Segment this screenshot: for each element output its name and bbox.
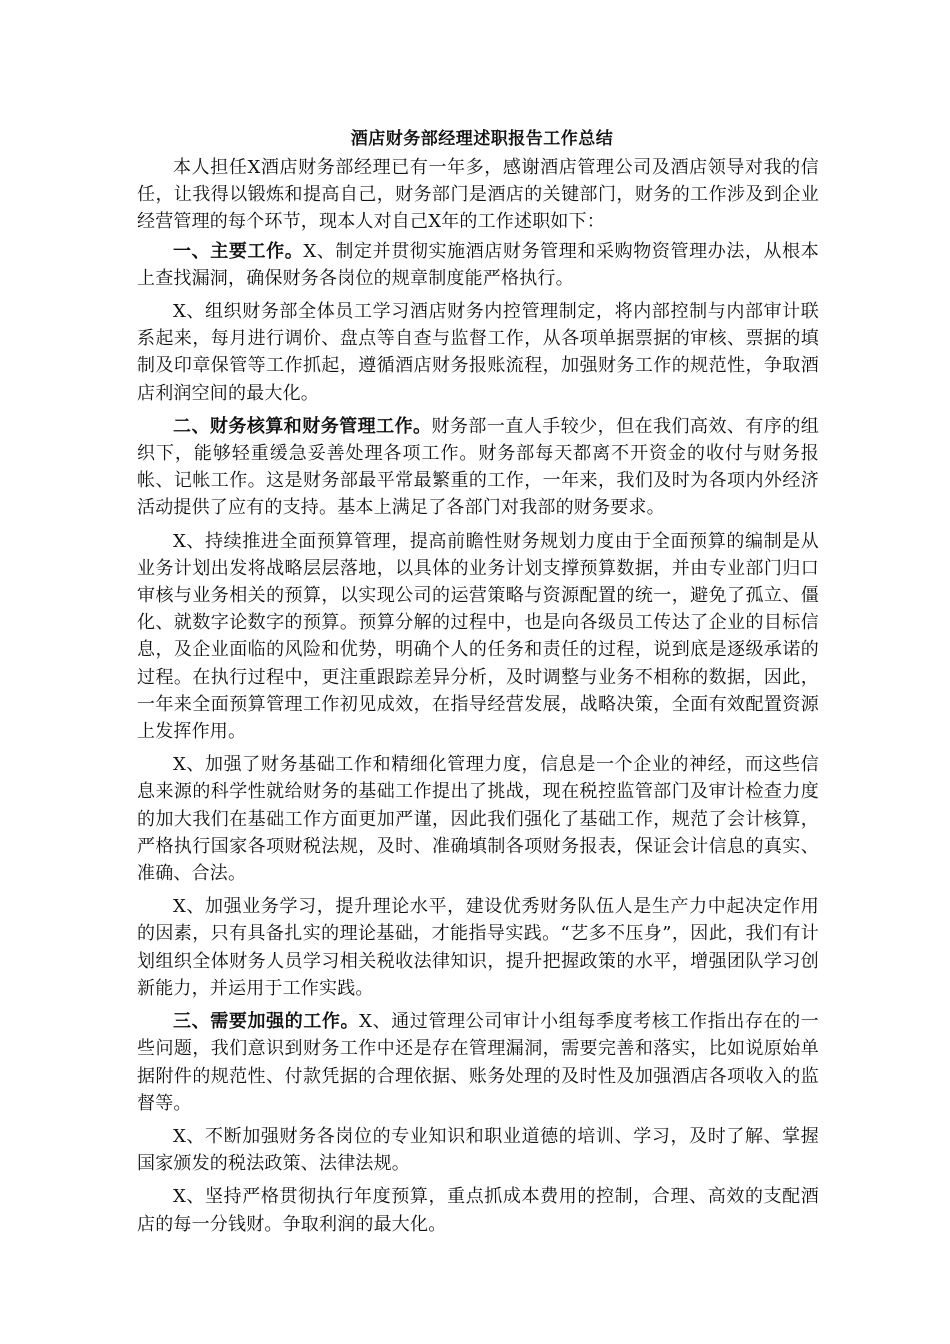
document-page [137, 126, 819, 1244]
paragraph-item [137, 1183, 819, 1237]
paragraph-text: 本人担任X酒店财务部经理已有一年多，感谢酒店管理公司及酒店领导对我的信任，让我得以锻炼和提高自己，财务部门是酒店的关键部门，财务的工作涉及到企业经营管理的每个环节，现本人对自己X年的工作述职如下： [137, 157, 819, 233]
paragraph-text: X、不断加强财务各岗位的专业知识和职业道德的培训、学习，及时了解、掌握国家颁发的税法政策、法律法规。 [137, 1125, 819, 1175]
paragraph-text: X、组织财务部全体员工学习酒店财务内控管理制定，将内部控制与内部审计联系起来，每月进行调价、盘点等自查与监督工作，从各项单据票据的审核、票据的填制及印章保管等工作抓起，遵循酒店财务报账流程，加强财务工作的规范性，争取酒店利润空间的最大化。 [137, 301, 819, 404]
paragraph-text: X、通过管理公司审计小组每季度考核工作指出存在的一些问题，我们意识到财务工作中还是存在管理漏洞，需要完善和落实，比如说原始单据附件的规范性、付款凭据的合理依据、账务处理的及时性及加强酒店各项收入的监督等。 [137, 1011, 819, 1114]
paragraph-text: X、加强了财务基础工作和精细化管理力度，信息是一个企业的神经，而这些信息来源的科学性就给财务的基础工作提出了挑战，现在税控监管部门及审计检查力度的加大我们在基础工作方面更加严谨，因此我们强化了基础工作，规范了会计核算，严格执行国家各项财税法规，及时、准确填制各项财务报表，保证会计信息的真实、准确、合法。 [137, 754, 819, 885]
paragraph-text: X、制定并贯彻实施酒店财务管理和采购物资管理办法，从根本上查找漏洞，确保财务各岗位的规章制度能严格执行。 [137, 240, 819, 289]
paragraph-text: X、持续推进全面预算管理，提高前瞻性财务规划力度由于全面预算的编制是从业务计划出发将战略层层落地，以具体的业务计划支撑预算数据，并由专业部门归口审核与业务相关的预算，以实现公司的运营策略与资源配置的统一，避免了孤立、僵化、就数字论数字的预算。预算分解的过程中，也是向各级员工传达了企业的目标信息，及企业面临的风险和优势，明确个人的任务和责任的过程，说到底是逐级承诺的过程。在执行过程中，更注重跟踪差异分析，及时调整与业务不相称的数据，因此，一年来全面预算管理工作初见成效，在指导经营发展，战略决策，全面有效配置资源上发挥作用。 [137, 530, 819, 743]
section-heading: 一、主要工作。 [173, 240, 304, 262]
paragraph-text: 财务部一直人手较少，但在我们高效、有序的组织下，能够轻重缓急妥善处理各项工作。财务部每天都离不开资金的收付与财务报帐、记帐工作。这是财务部最平常最繁重的工作，一年来，我们及时为各项内外经济活动提供了应有的支持。基本上满足了各部门对我部的财务要求。 [137, 415, 819, 519]
paragraph-section-2 [137, 413, 819, 522]
paragraph-item [137, 893, 819, 1002]
paragraph-intro [137, 154, 819, 236]
paragraph-section-1 [137, 238, 819, 292]
section-heading: 三、需要加强的工作。 [173, 1011, 360, 1033]
paragraph-text: X、加强业务学习，提升理论水平，建设优秀财务队伍人是生产力中起决定作用的因素，只有具备扎实的理论基础，才能指导实践。“艺多不压身”，因此，我们有计划组织全体财务人员学习相关税收法律知识，提升把握政策的水平，增强团队学习创新能力，并运用于工作实践。 [137, 896, 819, 999]
paragraph-item [137, 298, 819, 407]
paragraph-text: X、坚持严格贯彻执行年度预算，重点抓成本费用的控制，合理、高效的支配酒店的每一分钱财。争取利润的最大化。 [137, 1186, 819, 1235]
paragraph-section-3 [137, 1008, 819, 1117]
paragraph-item [137, 1123, 819, 1177]
section-heading: 二、财务核算和财务管理工作。 [173, 415, 432, 437]
paragraph-item [137, 528, 819, 746]
document-title: 酒店财务部经理述职报告工作总结 [350, 129, 614, 149]
paragraph-item [137, 751, 819, 887]
